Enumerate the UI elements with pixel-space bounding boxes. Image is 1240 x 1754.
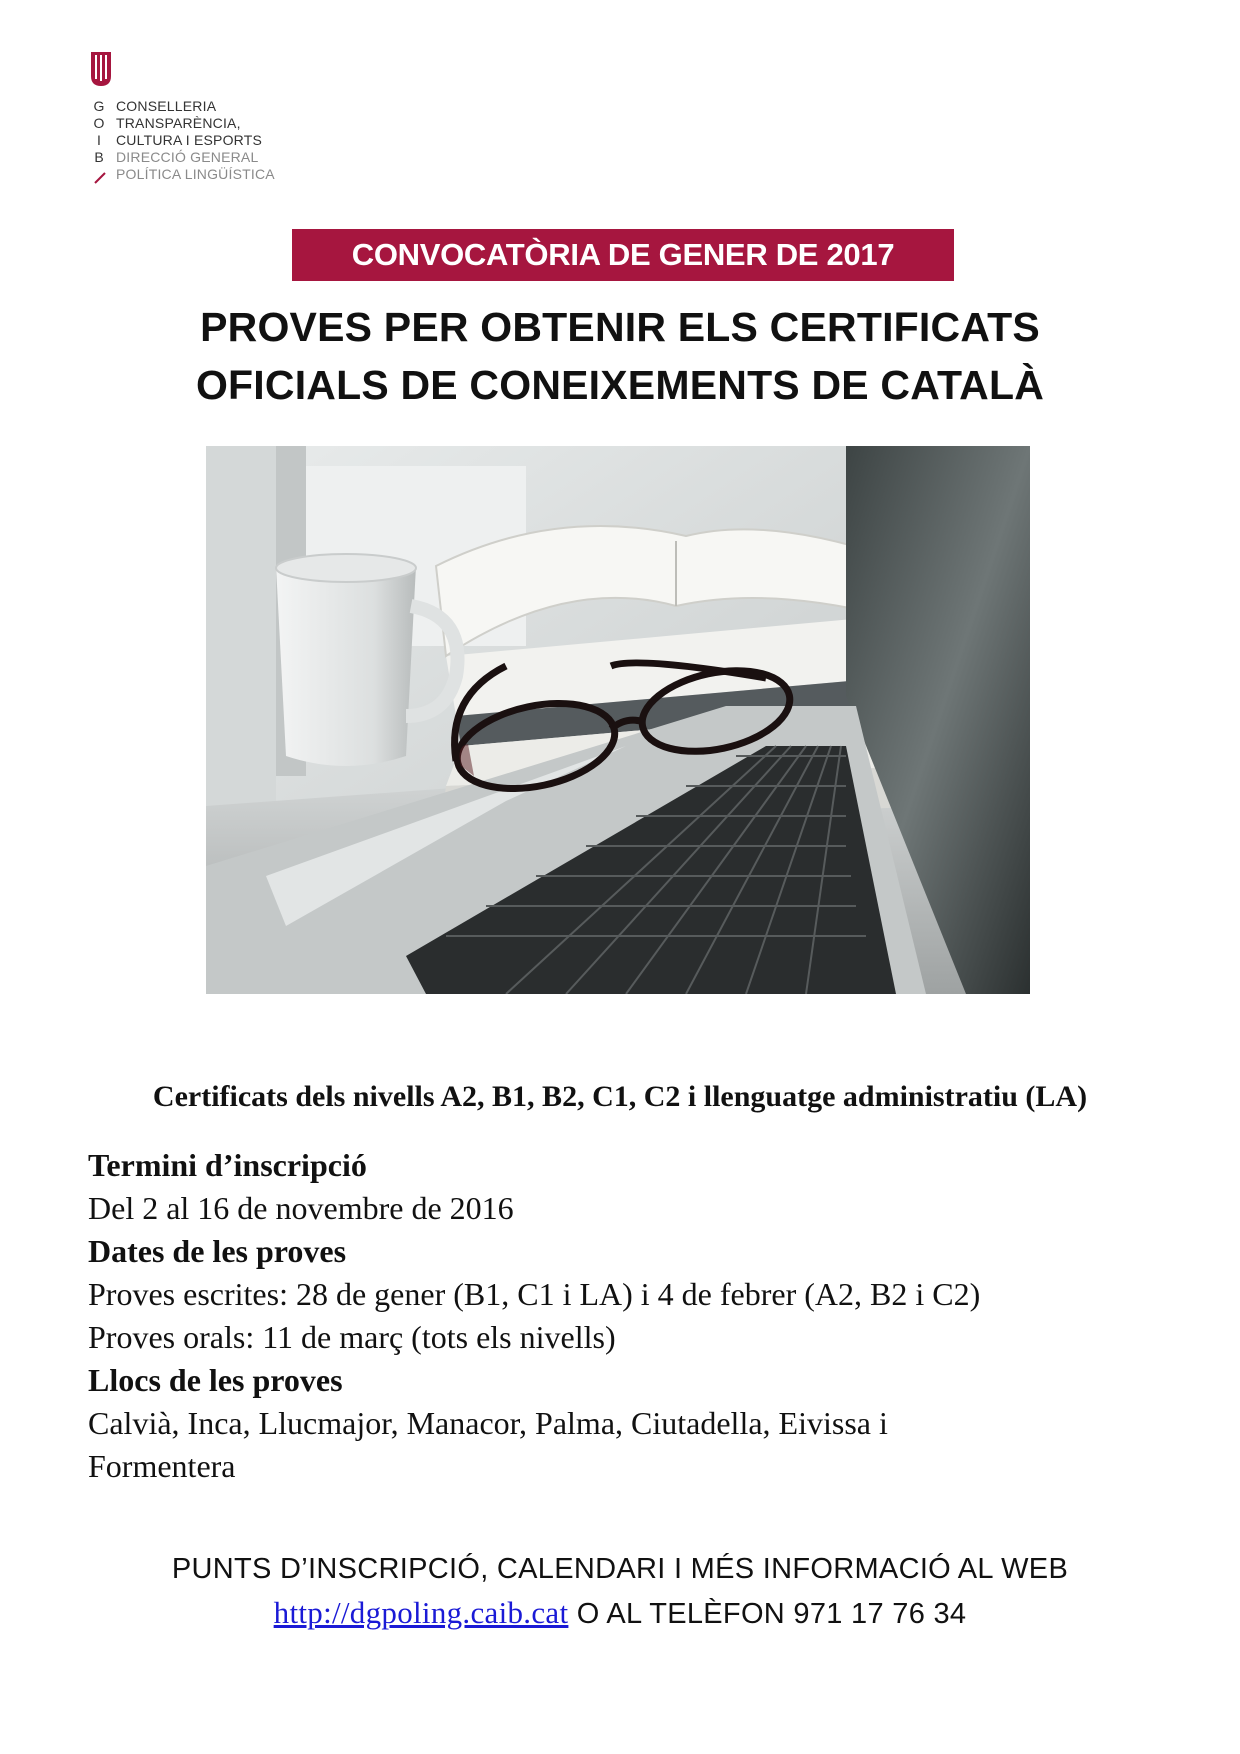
slash-icon <box>94 170 106 184</box>
phone-text: O AL TELÈFON 971 17 76 34 <box>568 1598 967 1630</box>
title-line-2: OFICIALS DE CONEIXEMENTS DE CATALÀ <box>195 362 1045 408</box>
footer-line-2 <box>60 1591 1180 1636</box>
footer-info <box>60 1547 1180 1636</box>
footer-line-1: PUNTS D’INSCRIPCIÓ, CALENDARI I MÉS INFORMACIÓ AL WEB <box>171 1553 1069 1585</box>
logo-letter-g: G <box>93 98 105 114</box>
places-heading: Llocs de les proves <box>88 1362 343 1398</box>
goib-logo <box>88 52 308 192</box>
website-link[interactable]: http://dgpoling.caib.cat <box>273 1595 569 1630</box>
goib-letters <box>92 98 106 166</box>
laptop-photo <box>206 446 1030 994</box>
title-line-1: PROVES PER OBTENIR ELS CERTIFICATS <box>200 304 1040 350</box>
inscription-text: Del 2 al 16 de novembre de 2016 <box>88 1190 514 1226</box>
logo-letter-b: B <box>94 149 104 165</box>
department-line: CONSELLERIA <box>116 98 217 114</box>
dates-heading: Dates de les proves <box>88 1233 347 1269</box>
shield-icon <box>91 52 111 86</box>
department-name <box>116 98 275 183</box>
inscription-heading: Termini d’inscripció <box>88 1147 367 1183</box>
dates-oral-text: Proves orals: 11 de març (tots els nivells) <box>88 1319 616 1355</box>
department-line: CULTURA I ESPORTS <box>116 132 263 148</box>
exam-details <box>88 1144 1148 1488</box>
certificates-subtitle: Certificats dels nivells A2, B1, B2, C1, C2 i llenguatge administratiu (LA) <box>152 1080 1088 1113</box>
logo-letter-i: I <box>97 132 101 148</box>
department-line: POLÍTICA LINGÜÍSTICA <box>116 166 275 182</box>
department-line: TRANSPARÈNCIA, <box>116 115 241 131</box>
department-line: DIRECCIÓ GENERAL <box>116 149 259 165</box>
laptop-books-glasses-image <box>206 446 1030 994</box>
places-text-line-2: Formentera <box>88 1448 236 1484</box>
dates-written-text: Proves escrites: 28 de gener (B1, C1 i LA) i 4 de febrer (A2, B2 i C2) <box>88 1276 981 1312</box>
places-text-line-1: Calvià, Inca, Llucmajor, Manacor, Palma, Ciutadella, Eivissa i <box>88 1405 888 1441</box>
page-title <box>60 298 1180 414</box>
logo-letter-o: O <box>93 115 105 131</box>
call-banner: CONVOCATÒRIA DE GENER DE 2017 <box>292 229 954 281</box>
